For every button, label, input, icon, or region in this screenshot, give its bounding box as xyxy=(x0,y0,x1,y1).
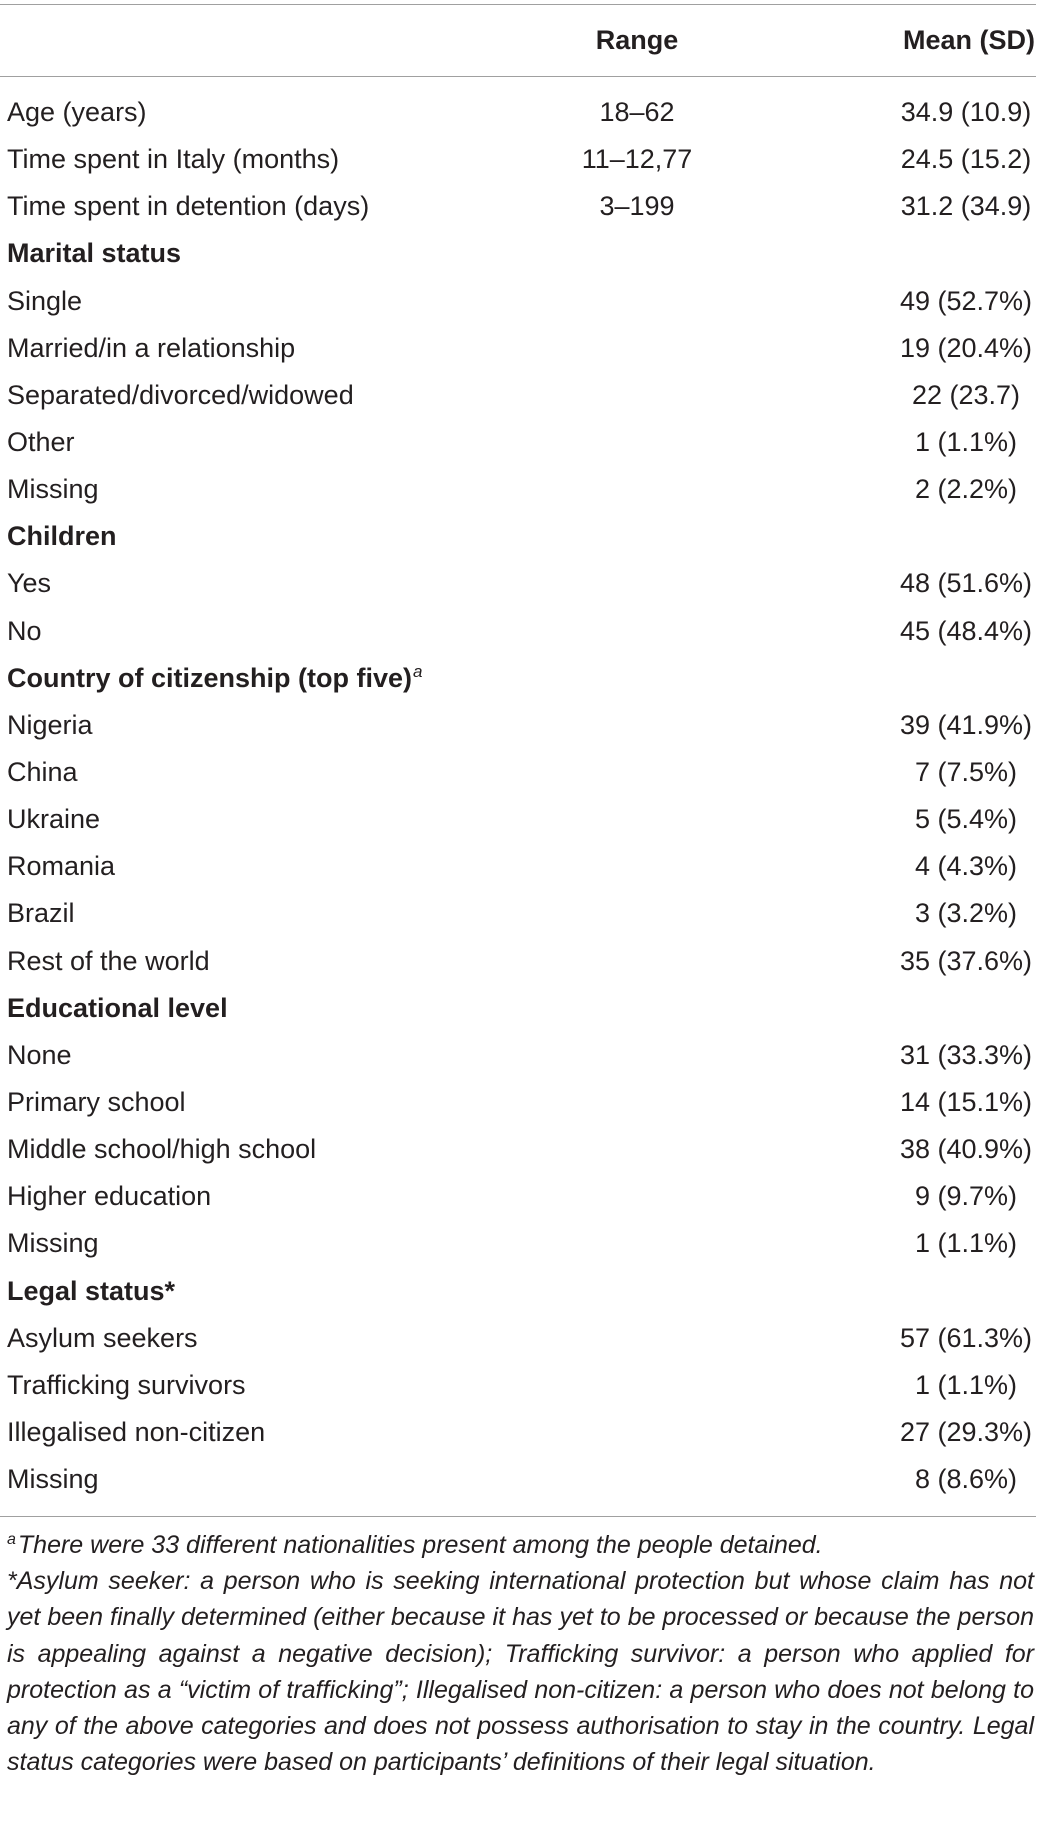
row-label xyxy=(7,702,93,749)
row-label-text: Brazil xyxy=(7,898,75,929)
row-label xyxy=(7,1362,246,1409)
table-row xyxy=(0,1409,1042,1456)
table-row xyxy=(0,608,1042,655)
row-label xyxy=(7,278,82,325)
row-mean: 45 (48.4%) xyxy=(899,615,1033,646)
table-row xyxy=(0,702,1042,749)
row-label xyxy=(7,1456,99,1503)
table-row xyxy=(0,372,1042,419)
row-label-text: Time spent in Italy (months) xyxy=(7,144,340,175)
row-mean: 27 (29.3%) xyxy=(899,1416,1033,1447)
row-label xyxy=(7,1409,265,1456)
table-row xyxy=(0,419,1042,466)
table-row xyxy=(0,1032,1042,1079)
table-row xyxy=(0,560,1042,607)
table-row xyxy=(0,890,1042,937)
row-label-text: Primary school xyxy=(7,1086,186,1117)
row-mean: 1 (1.1%) xyxy=(914,426,1018,457)
row-label xyxy=(7,608,42,655)
row-mean: 9 (9.7%) xyxy=(914,1181,1018,1212)
row-label-text: Separated/divorced/widowed xyxy=(7,379,354,410)
row-label-text: Legal status* xyxy=(7,1275,176,1306)
table-row xyxy=(0,136,1042,183)
row-mean: 39 (41.9%) xyxy=(899,709,1033,740)
table-row xyxy=(0,1220,1042,1267)
row-mean: 14 (15.1%) xyxy=(899,1086,1033,1117)
section-header-row xyxy=(0,1268,1042,1315)
row-mean: 4 (4.3%) xyxy=(914,851,1018,882)
section-header-row xyxy=(0,985,1042,1032)
row-mean: 5 (5.4%) xyxy=(914,804,1018,835)
footnotes xyxy=(7,1527,1034,1780)
row-mean: 8 (8.6%) xyxy=(914,1464,1018,1495)
table-row xyxy=(0,1126,1042,1173)
footnote-a-mark: a xyxy=(7,1531,16,1548)
table-row xyxy=(0,278,1042,325)
row-label-text: None xyxy=(7,1039,72,1070)
row-mean: 49 (52.7%) xyxy=(899,285,1033,316)
row-label-text: Higher education xyxy=(7,1181,212,1212)
row-label xyxy=(7,1032,72,1079)
row-mean: 57 (61.3%) xyxy=(899,1322,1033,1353)
row-mean: 22 (23.7) xyxy=(911,379,1021,410)
header-mean: Mean (SD) xyxy=(902,25,1035,55)
row-mean: 7 (7.5%) xyxy=(914,756,1018,787)
row-range: 3–199 xyxy=(599,191,675,222)
row-label-text: Romania xyxy=(7,851,116,882)
table-row xyxy=(0,89,1042,136)
row-label-text: Single xyxy=(7,285,83,316)
row-label xyxy=(7,89,147,136)
row-label xyxy=(7,890,75,937)
footnote-legal-status: *Asylum seeker: a person who is seeking international protection but whose claim has not yet been finally determined (either because it has yet to be processed or because the person is appealing against a negative decision); Trafficking survivor: a person who applied for protection as a “victim of trafficking”; Illegalised non-citizen: a person who does not belong to any of the above categories and does not possess authorisation to stay in the country. Legal status categories were based on participants’ definitions of their legal situation. xyxy=(7,1567,1034,1777)
table-row xyxy=(0,938,1042,985)
header-range: Range xyxy=(595,25,679,55)
row-mean: 1 (1.1%) xyxy=(914,1369,1018,1400)
table-row xyxy=(0,843,1042,890)
row-label xyxy=(7,560,51,607)
row-label-text: Ukraine xyxy=(7,804,101,835)
section-label xyxy=(7,230,181,277)
bottom-rule xyxy=(0,1516,1036,1517)
row-label xyxy=(7,1220,99,1267)
row-mean: 48 (51.6%) xyxy=(899,568,1033,599)
section-header-row xyxy=(0,655,1042,702)
row-label-text: Nigeria xyxy=(7,709,93,740)
row-mean: 1 (1.1%) xyxy=(914,1228,1018,1259)
row-label-text: Trafficking survivors xyxy=(7,1369,246,1400)
table-row xyxy=(0,1173,1042,1220)
row-label-text: Missing xyxy=(7,1228,99,1259)
row-mean: 34.9 (10.9) xyxy=(900,97,1032,127)
row-label xyxy=(7,938,210,985)
section-header-row xyxy=(0,513,1042,560)
row-mean: 24.5 (15.2) xyxy=(900,144,1032,175)
footnote-a xyxy=(7,1527,1034,1563)
row-label xyxy=(7,1315,198,1362)
row-label xyxy=(7,843,115,890)
footnote-a-text: There were 33 different nationalities present among the people detained. xyxy=(17,1531,823,1559)
table-row xyxy=(0,1315,1042,1362)
table-row xyxy=(0,796,1042,843)
row-label-text: Children xyxy=(7,521,117,552)
row-label xyxy=(7,1079,186,1126)
row-label xyxy=(7,325,295,372)
row-range: 11–12,77 xyxy=(581,144,693,175)
row-label-text: No xyxy=(7,615,42,646)
row-label xyxy=(7,419,75,466)
row-mean: 2 (2.2%) xyxy=(914,474,1018,505)
row-label xyxy=(7,372,354,419)
row-label-text: Country of citizenship (top five) xyxy=(7,662,412,693)
row-label-text: Married/in a relationship xyxy=(7,332,296,363)
section-header-row xyxy=(0,230,1042,277)
row-label-text: China xyxy=(7,756,78,787)
row-label-text: Missing xyxy=(7,1464,99,1495)
row-label-text: Yes xyxy=(7,568,52,599)
row-mean: 35 (37.6%) xyxy=(899,945,1033,976)
row-label xyxy=(7,796,100,843)
row-mean: 31 (33.3%) xyxy=(899,1039,1033,1070)
row-range: 18–62 xyxy=(599,97,675,127)
top-rule xyxy=(0,4,1036,5)
row-label-text: Missing xyxy=(7,474,99,505)
row-label xyxy=(7,136,339,183)
row-label-text: Marital status xyxy=(7,238,182,269)
table-row xyxy=(0,325,1042,372)
row-label xyxy=(7,1173,211,1220)
section-label xyxy=(7,655,422,702)
row-label xyxy=(7,466,99,513)
row-label xyxy=(7,1126,316,1173)
row-mean: 38 (40.9%) xyxy=(899,1134,1033,1165)
row-label-text: Rest of the world xyxy=(7,945,210,976)
table-row xyxy=(0,1456,1042,1503)
section-label xyxy=(7,1268,175,1315)
row-label-text: Educational level xyxy=(7,992,228,1023)
header-rule xyxy=(0,76,1036,77)
row-label-text: Middle school/high school xyxy=(7,1134,317,1165)
row-mean: 19 (20.4%) xyxy=(899,332,1033,363)
row-mean: 3 (3.2%) xyxy=(914,898,1018,929)
row-label-text: Time spent in detention (days) xyxy=(7,191,370,222)
row-label-text: Other xyxy=(7,426,75,457)
table-body xyxy=(0,89,1042,1503)
row-mean: 31.2 (34.9) xyxy=(900,191,1032,222)
footnote-mark: a xyxy=(413,661,423,681)
row-label-text: Age (years) xyxy=(7,97,147,127)
table-row xyxy=(0,183,1042,230)
section-label xyxy=(7,513,117,560)
row-label-text: Illegalised non-citizen xyxy=(7,1416,266,1447)
row-label xyxy=(7,183,369,230)
row-label xyxy=(7,749,78,796)
table-row xyxy=(0,466,1042,513)
row-label-text: Asylum seekers xyxy=(7,1322,198,1353)
table-row xyxy=(0,749,1042,796)
table-row xyxy=(0,1079,1042,1126)
table-row xyxy=(0,1362,1042,1409)
section-label xyxy=(7,985,228,1032)
